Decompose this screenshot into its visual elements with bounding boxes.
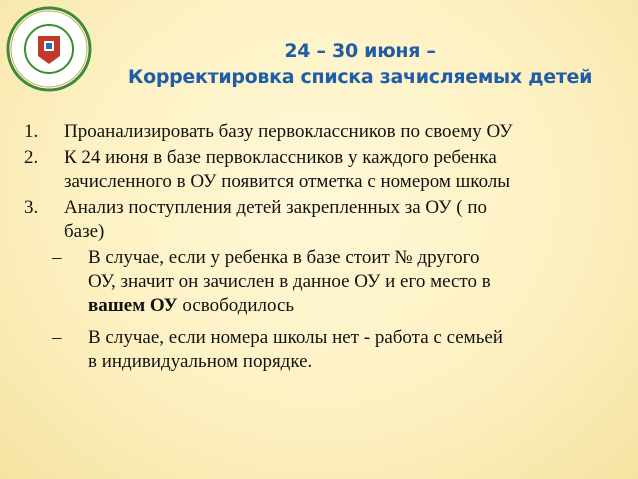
list-text-line: базе) [64,221,105,242]
list-item-3 [24,196,624,244]
dash-bullet: – [52,247,62,268]
list-text-line: зачисленного в ОУ появится отметка с номером школы [64,171,511,192]
sub-text-line [88,294,624,318]
list-text-line: К 24 июня в базе первоклассников у каждого ребенка [64,147,497,168]
list-item-1 [24,120,624,144]
title-date-range: 24 – 30 июня – [284,40,436,62]
list-item-2 [24,146,624,194]
sub-item-2 [24,326,624,374]
sub-text-rest: освободилось [177,295,295,316]
dash-bullet: – [52,327,62,348]
list-number: 1. [24,121,39,142]
sub-text-line: В случае, если номера школы нет - работа с семьей [88,327,503,348]
slide-title [100,38,620,90]
list-text: Проанализировать базу первоклассников по своему ОУ [64,121,513,142]
sub-item-1 [24,246,624,318]
list-text-line: Анализ поступления детей закрепленных за ОУ ( по [64,197,488,218]
list-number: 2. [24,147,39,168]
list-number: 3. [24,197,39,218]
slide-body [24,120,624,374]
sub-text-line: В случае, если у ребенка в базе стоит № другого [88,247,480,268]
emphasis-text: вашем ОУ [88,295,178,316]
title-subject: Корректировка списка зачисляемых детей [127,66,593,88]
sub-text-line: ОУ, значит он зачислен в данное ОУ и его место в [88,271,491,292]
sub-text-line: в индивидуальном порядке. [88,351,313,372]
department-emblem-logo [6,6,92,92]
